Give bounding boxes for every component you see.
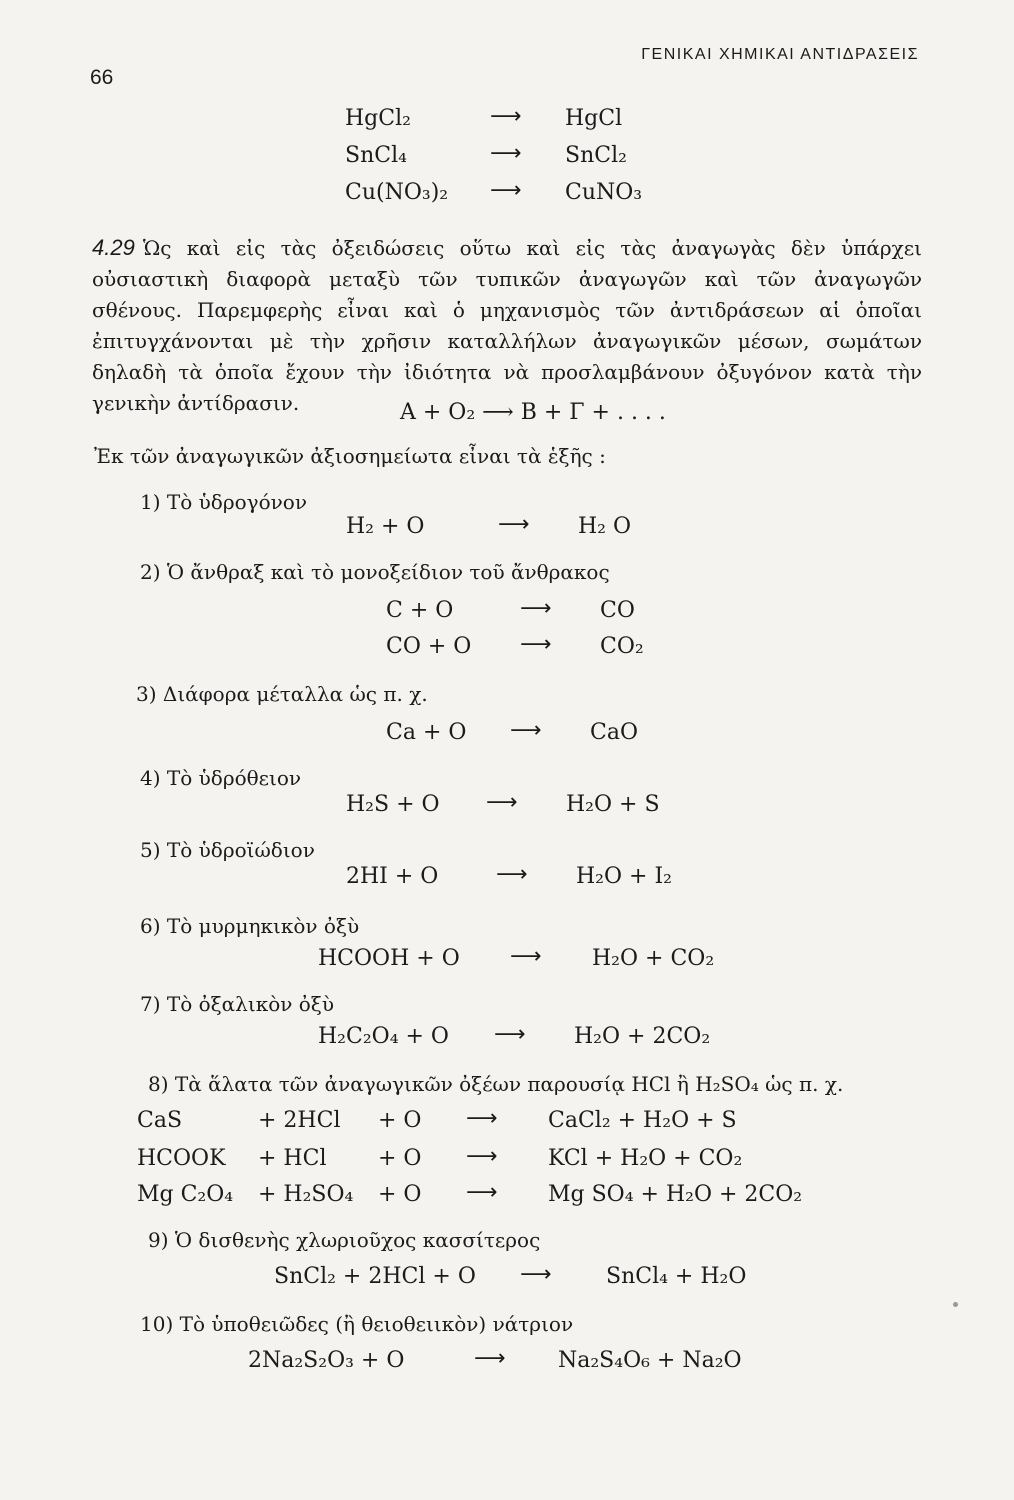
- arrow-icon: ⟶: [466, 1106, 498, 1131]
- equation-left: HCOOH + O: [318, 946, 460, 971]
- running-header: ΓΕΝΙΚΑΙ ΧΗΜΙΚΑΙ ΑΝΤΙΔΡΑΣΕΙΣ: [641, 46, 919, 63]
- arrow-icon: ⟶: [520, 632, 552, 657]
- equation-left: 2Na₂S₂O₃ + O: [248, 1348, 405, 1373]
- salt: CaS: [137, 1108, 183, 1133]
- equation-left: CO + O: [386, 634, 472, 659]
- arrow-icon: ⟶: [466, 1180, 498, 1205]
- equation-left: H₂ + O: [346, 514, 425, 539]
- page-number: 66: [90, 66, 114, 89]
- reactant: Cu(NO₃)₂: [345, 180, 449, 205]
- equation-right: CaO: [590, 720, 638, 745]
- list-item-label: 9) Ὁ δισθενὴς χλωριοῦχος κασσίτερος: [148, 1228, 541, 1252]
- equation-right: SnCl₄ + H₂O: [606, 1264, 747, 1289]
- section-number: 4.29: [92, 235, 135, 260]
- equation-right: H₂O + 2CO₂: [574, 1024, 711, 1049]
- arrow-icon: ⟶: [490, 178, 522, 203]
- arrow-icon: ⟶: [490, 104, 522, 129]
- oxygen: + O: [378, 1108, 422, 1133]
- acid: + 2HCl: [258, 1108, 341, 1133]
- list-item-label: 7) Τὸ ὀξαλικὸν ὀξὺ: [140, 992, 334, 1016]
- products: KCl + H₂O + CO₂: [548, 1146, 743, 1171]
- reactant: HgCl₂: [345, 106, 411, 131]
- arrow-icon: ⟶: [510, 944, 542, 969]
- oxygen: + O: [378, 1182, 422, 1207]
- list-item-label: 8) Τὰ ἅλατα τῶν ἀναγωγικῶν ὀξέων παρουσίᾳ HCl ἢ H₂SO₄ ὡς π. χ.: [148, 1072, 844, 1096]
- equation-right: CO: [600, 598, 635, 623]
- arrow-icon: ⟶: [496, 862, 528, 887]
- list-item-label: 2) Ὁ ἄνθραξ καὶ τὸ μονοξείδιον τοῦ ἄνθρακος: [140, 560, 610, 584]
- equation-left: SnCl₂ + 2HCl + O: [274, 1264, 476, 1289]
- equation-left: H₂S + O: [346, 792, 440, 817]
- equation-right: H₂O + S: [566, 792, 660, 817]
- arrow-icon: ⟶: [498, 512, 530, 537]
- equation-right: H₂O + CO₂: [592, 946, 715, 971]
- acid: + H₂SO₄: [258, 1182, 354, 1207]
- list-intro: Ἐκ τῶν ἀναγωγικῶν ἀξιοσημείωτα εἶναι τὰ ἑξῆς :: [94, 444, 606, 468]
- product: CuNO₃: [565, 180, 643, 205]
- general-reaction: A + O₂ ⟶ B + Γ + . . . .: [400, 400, 666, 425]
- arrow-icon: ⟶: [520, 1262, 552, 1287]
- equation-right: CO₂: [600, 634, 644, 659]
- equation-right: H₂O + I₂: [576, 864, 672, 889]
- section-paragraph: [92, 232, 922, 419]
- arrow-icon: ⟶: [474, 1346, 506, 1371]
- oxygen: + O: [378, 1146, 422, 1171]
- equation-right: Na₂S₄O₆ + Na₂O: [558, 1348, 742, 1373]
- product: HgCl: [565, 106, 623, 131]
- list-item-label: 5) Τὸ ὑδροϊώδιον: [140, 838, 315, 862]
- acid: + HCl: [258, 1146, 327, 1171]
- ink-speck: [953, 1302, 958, 1307]
- equation-right: H₂ O: [578, 514, 632, 539]
- salt: HCOOK: [137, 1146, 226, 1171]
- salt: Mg C₂O₄: [137, 1182, 234, 1207]
- arrow-icon: ⟶: [510, 718, 542, 743]
- arrow-icon: ⟶: [490, 141, 522, 166]
- products: CaCl₂ + H₂O + S: [548, 1108, 737, 1133]
- arrow-icon: ⟶: [494, 1022, 526, 1047]
- section-text: Ὡς καὶ εἰς τὰς ὀξειδώσεις οὕτω καὶ εἰς τὰς ἀναγωγὰς δὲν ὑπάρχει οὐσιαστικὴ διαφορὰ μεταξὺ τῶν τυπικῶν ἀναγωγῶν καὶ τῶν ἀναγωγῶν σθένους. Παρεμφερὴς εἶναι καὶ ὁ μηχανισμὸς τῶν ἀντιδράσεων αἱ ὁποῖαι ἐπιτυγχάνονται μὲ τὴν χρῆσιν καταλλήλων ἀναγωγικῶν μέσων, σωμάτων δηλαδὴ τὰ ὁποῖα ἔχουν τὴν ἰδιότητα νὰ προσλαμβάνουν ὀξυγόνον κατὰ τὴν γενικὴν ἀντίδρασιν.: [92, 236, 922, 415]
- equation-left: C + O: [386, 598, 454, 623]
- equation-left: Ca + O: [386, 720, 467, 745]
- product: SnCl₂: [565, 143, 627, 168]
- products: Mg SO₄ + H₂O + 2CO₂: [548, 1182, 803, 1207]
- arrow-icon: ⟶: [466, 1144, 498, 1169]
- list-item-label: 6) Τὸ μυρμηκικὸν ὀξὺ: [140, 914, 360, 938]
- list-item-label: 10) Τὸ ὑποθειῶδες (ἢ θειοθειικὸν) νάτριον: [140, 1312, 574, 1336]
- equation-left: H₂C₂O₄ + O: [318, 1024, 449, 1049]
- reactant: SnCl₄: [345, 143, 407, 168]
- equation-left: 2HI + O: [346, 864, 439, 889]
- list-item-label: 3) Διάφορα μέταλλα ὡς π. χ.: [136, 682, 428, 706]
- arrow-icon: ⟶: [486, 790, 518, 815]
- list-item-label: 1) Τὸ ὑδρογόνον: [140, 490, 307, 514]
- list-item-label: 4) Τὸ ὑδρόθειον: [140, 766, 302, 790]
- arrow-icon: ⟶: [520, 596, 552, 621]
